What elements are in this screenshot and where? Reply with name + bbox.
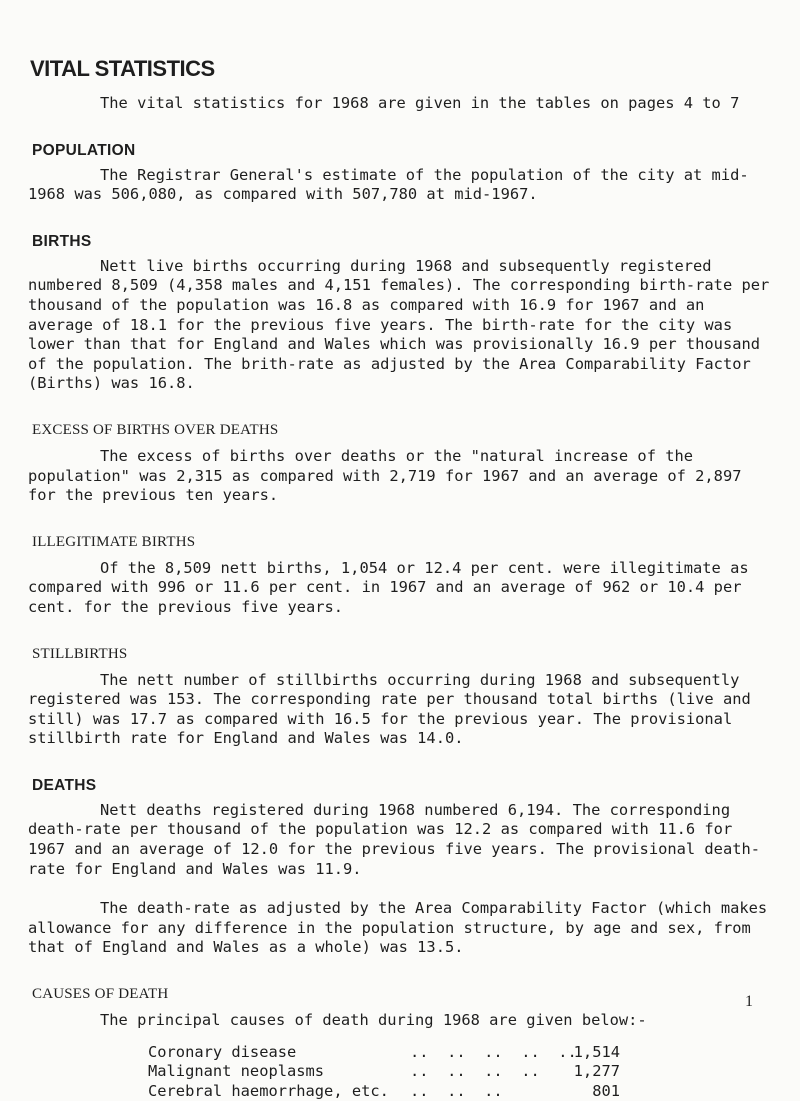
intro-paragraph: The vital statistics for 1968 are given in the tables on pages 4 to 7 [100,94,740,112]
page-number: 1 [745,993,753,1010]
excess-heading: EXCESS OF BIRTHS OVER DEATHS [32,421,279,438]
cause-count: 801 [592,1081,620,1100]
causes-heading: CAUSES OF DEATH [32,986,169,1003]
illegitimate-paragraph: Of the 8,509 nett births, 1,054 or 12.4 per cent. were illegitimate as compared with 996 or 11.6 per cent. in 1967 and an average of 962 or 10.4 per cent. for the previous five years. [28,558,749,616]
cause-row [148,1062,778,1082]
deaths-paragraph-2: The death-rate as adjusted by the Area Comparability Factor (which makes allowance for any difference in the population structure, by age and sex, from that of England and Wales as a whole) was 13.5. [28,899,768,957]
cause-count: 1,277 [573,1062,620,1081]
cause-label: Coronary disease [148,1042,297,1061]
population-heading: POPULATION [32,141,136,159]
cause-label: Malignant neoplasms [148,1062,325,1081]
deaths-paragraph-1: Nett deaths registered during 1968 numbered 6,194. The corresponding death-rate per thousand of the population was 12.2 as compared with 11.6 for 1967 and an average of 12.0 for the previous five years. The provisional death-rate for England and Wales was 11.9. [28,800,761,878]
page-title: VITAL STATISTICS [30,56,215,81]
dot-leader: .. .. .. .. [410,1062,540,1081]
births-paragraph: Nett live births occurring during 1968 and subsequently registered numbered 8,509 (4,358 males and 4,151 females). The corresponding birth-rate per thousand of the population was 16.8 as compared with 16.9 for 1967 and an average of 18.1 for the previous five years. The birth-rate for the city was lower than that for England and Wales which was provisionally 16.9 per thousand of the population. The brith-rate as adjusted by the Area Comparability Factor (Births) was 16.8. [28,256,770,393]
stillbirths-paragraph: The nett number of stillbirths occurring during 1968 and subsequently registered was 153. The corresponding rate per thousand total births (live and still) was 17.7 as compared with 16.5 for the previous year. The provisional stillbirth rate for England and Wales was 14.0. [28,670,751,748]
cause-label: Cerebral haemorrhage, etc. [148,1081,389,1100]
cause-row [148,1043,778,1063]
illegitimate-heading: ILLEGITIMATE BIRTHS [32,533,196,550]
cause-row [148,1082,778,1101]
population-paragraph: The Registrar General's estimate of the population of the city at mid-1968 was 506,080, as compared with 507,780 at mid-1967. [28,165,749,204]
causes-table [148,1043,778,1101]
document-page [28,56,778,1101]
causes-intro: The principal causes of death during 1968 are given below:- [100,1011,647,1030]
stillbirths-heading: STILLBIRTHS [32,645,128,662]
births-heading: BIRTHS [32,232,92,250]
deaths-heading: DEATHS [32,776,97,794]
dot-leader: .. .. .. [410,1081,503,1100]
dot-leader: .. .. .. .. .. [410,1042,577,1061]
excess-paragraph: The excess of births over deaths or the "natural increase of the population" was 2,315 as compared with 2,719 for 1967 and an average of 2,897 for the previous ten years. [28,446,742,505]
cause-count: 1,514 [573,1042,620,1061]
